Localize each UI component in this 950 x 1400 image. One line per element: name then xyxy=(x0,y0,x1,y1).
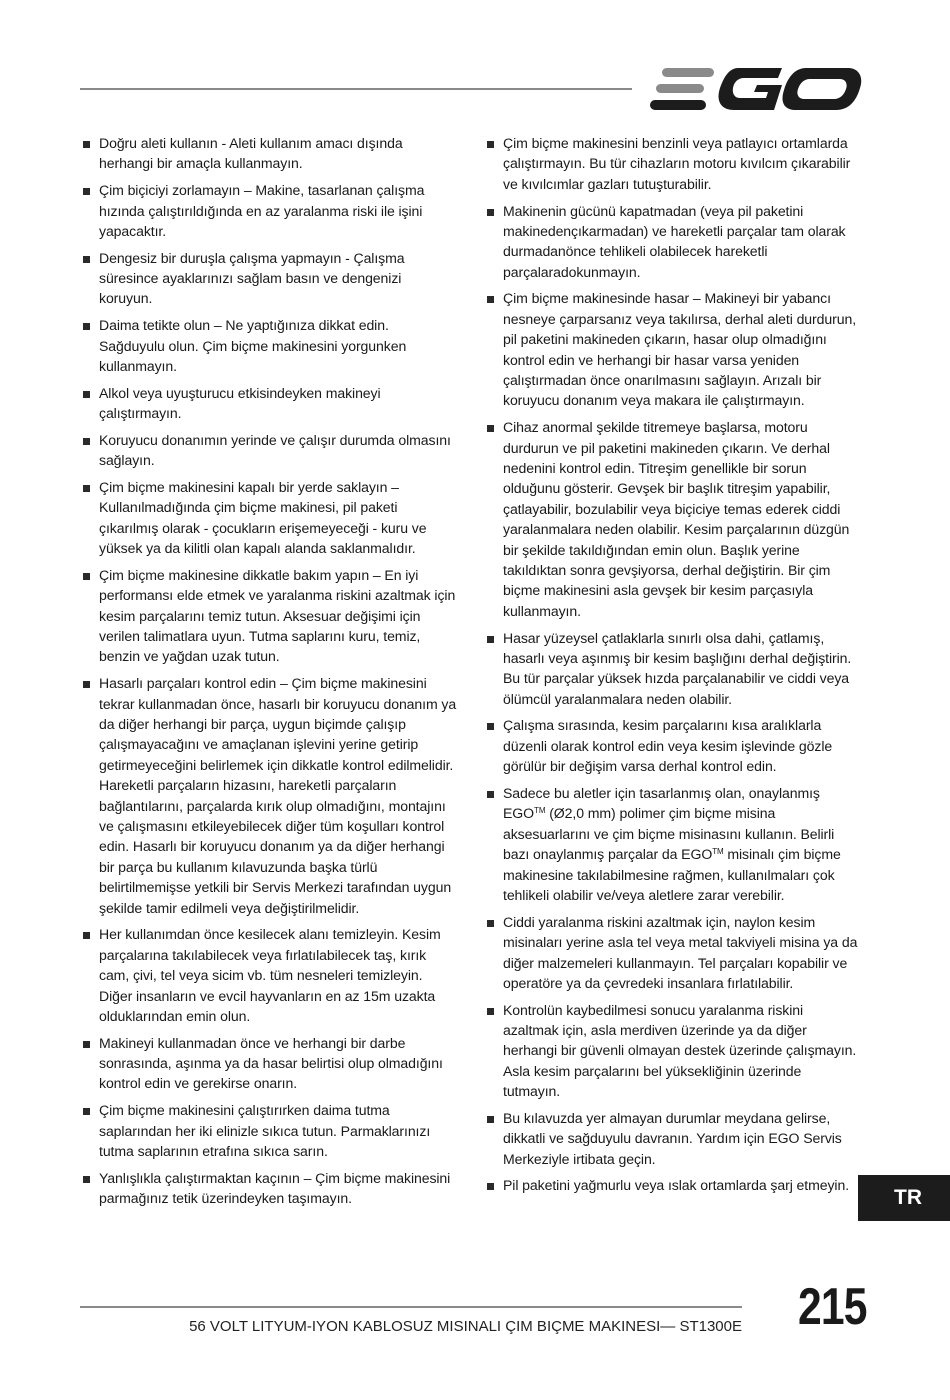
list-item: Çalışma sırasında, kesim parçalarını kısa aralıklarla düzenli olarak kontrol edin veya kesim işlevinde gözle görülür bir değişim varsa derhal kontrol edin. xyxy=(486,715,861,776)
language-tab: TR xyxy=(858,1175,950,1221)
left-bullet-list xyxy=(82,133,457,1208)
list-item: Yanlışlıkla çalıştırmaktan kaçının – Çim biçme makinesini parmağınız tetik üzerindeyken taşımayın. xyxy=(82,1168,457,1209)
list-item: Makineyi kullanmadan önce ve herhangi bir darbe sonrasında, aşınma ya da hasar belirtisi olup olmadığını kontrol edin ve gerekirse onarın. xyxy=(82,1033,457,1094)
trademark-mark: TM xyxy=(712,847,724,857)
list-item: Kontrolün kaybedilmesi sonucu yaralanma riskini azaltmak için, asla merdiven üzerinde ya da diğer herhangi bir güvenli olmayan destek üzerinde çalışmayın. Asla kesim parçalarını bel yüksekliğinin üzerinde tutmayın. xyxy=(486,1000,861,1102)
list-item: Hasar yüzeysel çatlaklarla sınırlı olsa dahi, çatlamış, hasarlı veya aşınmış bir kesim başlığını derhal değiştirin. Bu tür parçalar yüksek hızda parçalanabilir ve ciddi veya ölümcül yaralanmalara neden olabilir. xyxy=(486,628,861,710)
list-item: Her kullanımdan önce kesilecek alanı temizleyin. Kesim parçalarına takılabilecek veya fırlatılabilecek taş, kırık cam, çivi, tel veya sicim vb. tüm nesneleri temizleyin. Diğer insanların ve evcil hayvanların en az 15m uzakta olduklarından emin olun. xyxy=(82,924,457,1026)
right-column xyxy=(486,133,861,1202)
list-item: Çim biçme makinesini çalıştırırken daima tutma saplarından her iki elinizle sıkıca tutun. Parmaklarınızı tutma saplarının etrafına sıkıca sarın. xyxy=(82,1100,457,1161)
list-item: Çim biçme makinesine dikkatle bakım yapın – En iyi performansı elde etmek ve yaralanma riskini azaltmak için kesim parçalarını temiz tutun. Aksesuar değişimi için verilen talimatlara uyun. Tutma saplarını kuru, temiz, benzin ve yağdan uzak tutun. xyxy=(82,565,457,667)
list-item: Çim biçiciyi zorlamayın – Makine, tasarlanan çalışma hızında çalıştırıldığında en az yaralanma riski ile işini yapacaktır. xyxy=(82,180,457,241)
item-text: Sadece bu aletler için tasarlanmış olan, onaylanmış EGO xyxy=(503,784,820,822)
item-text: misinalı çim biçme makinesine takılabilmesine rağmen, kullanılmaları çok tehlikeli olabilir ve/veya aletlere zarar verebilir. xyxy=(503,846,841,903)
trademark-mark: TM xyxy=(534,806,546,816)
list-item: Makinenin gücünü kapatmadan (veya pil paketini makinedençıkarmadan) ve hareketli parçalar tam olarak durmadanönce tehlikeli olabilecek hareketli parçalaradokunmayın. xyxy=(486,201,861,283)
header-divider xyxy=(80,88,632,90)
list-item: Doğru aleti kullanın - Aleti kullanım amacı dışında herhangi bir amaçla kullanmayın. xyxy=(82,133,457,174)
ego-logo xyxy=(650,64,862,114)
list-item xyxy=(486,783,861,905)
list-item: Çim biçme makinesini benzinli veya patlayıcı ortamlarda çalıştırmayın. Bu tür cihazların motoru kıvılcım çıkarabilir ve kıvılcımlar gazları tutuşturabilir. xyxy=(486,133,861,194)
list-item: Alkol veya uyuşturucu etkisindeyken makineyi çalıştırmayın. xyxy=(82,383,457,424)
footer-product-title: 56 VOLT LITYUM-IYON KABLOSUZ MISINALI ÇIM BIÇME MAKINESI— ST1300E xyxy=(189,1318,742,1335)
list-item: Pil paketini yağmurlu veya ıslak ortamlarda şarj etmeyin. xyxy=(486,1175,861,1195)
list-item: Dengesiz bir duruşla çalışma yapmayın - Çalışma süresince ayaklarınızı sağlam basın ve dengenizi koruyun. xyxy=(82,248,457,309)
list-item: Cihaz anormal şekilde titremeye başlarsa, motoru durdurun ve pil paketini makineden çıkarın. Ve derhal nedenini kontrol edin. Titreşim genellikle bir sorun olduğunu gösterir. Gevşek bir başlık titreşim yapabilir, çatlayabilir, bozulabilir veya biçiciye temas ederek ciddi yaralanmalara neden olabilir. Kesim parçalarının düzgün bir şekilde takıldığından emin olun. Başlık yerine takıldıktan sonra gevşiyorsa, derhal değiştirin. Bir çim biçme makinesini asla gevşek bir kesim parçasıyla kullanmayın. xyxy=(486,417,861,621)
list-item: Çim biçme makinesinde hasar – Makineyi bir yabancı nesneye çarparsanız veya takılırsa, derhal aleti durdurun, pil paketini makineden çıkarın, hasar olup olmadığını kontrol edin ve herhangi bir hasar varsa yeniden çalıştırmadan önce onarılmasını sağlayın. Arızalı bir koruyucu donanım veya makara ile çalıştırmayın. xyxy=(486,288,861,410)
page-number: 215 xyxy=(798,1278,867,1336)
list-item: Hasarlı parçaları kontrol edin – Çim biçme makinesini tekrar kullanmadan önce, hasarlı bir koruyucu donanım ya da diğer herhangi bir parça, uygun biçimde çalışıp çalışmayacağını ve amaçlanan işlevini yerine getirip getirmeyeceğini belirlemek için dikkatle kontrol edilmelidir. Hareketli parçaların hizasını, hareketli parçaların bağlantılarını, parçalarda kırık olup olmadığını, montajını ve çalışmasını etkileyebilecek diğer tüm koşulları kontrol edin. Hasarlı bir koruyucu donanım ya da diğer herhangi bir parça bu kullanım kılavuzunda başka türlü belirtilmemişse yetkili bir Servis Merkezi tarafından uygun şekilde tamir edilmeli veya değiştirilmelidir. xyxy=(82,673,457,918)
list-item: Koruyucu donanımın yerinde ve çalışır durumda olmasını sağlayın. xyxy=(82,430,457,471)
list-item: Bu kılavuzda yer almayan durumlar meydana gelirse, dikkatli ve sağduyulu davranın. Yardım için EGO Servis Merkeziyle irtibata geçin. xyxy=(486,1108,861,1169)
right-bullet-list xyxy=(486,133,861,1196)
footer-divider xyxy=(80,1306,742,1308)
list-item: Çim biçme makinesini kapalı bir yerde saklayın – Kullanılmadığında çim biçme makinesi, pil paketi çıkarılmış olarak - çocukların erişemeyeceği - kuru ve yüksek ya da kilitli olan kapalı alanda saklanmalıdır. xyxy=(82,477,457,559)
item-text: (Ø2,0 mm) polimer çim biçme misina aksesuarlarını ve çim biçme misinasını kullanın. Belirli bazı onaylanmış parçalar da EGO xyxy=(503,805,835,863)
list-item: Ciddi yaralanma riskini azaltmak için, naylon kesim misinaları yerine asla tel veya metal takviyeli misina ya da diğer malzemeleri kullanmayın. Tel parçaları kopabilir ve operatöre ya da çevredeki insanlara fırlatılabilir. xyxy=(486,912,861,994)
left-column xyxy=(82,133,457,1215)
list-item: Daima tetikte olun – Ne yaptığınıza dikkat edin. Sağduyulu olun. Çim biçme makinesini yorgunken kullanmayın. xyxy=(82,315,457,376)
